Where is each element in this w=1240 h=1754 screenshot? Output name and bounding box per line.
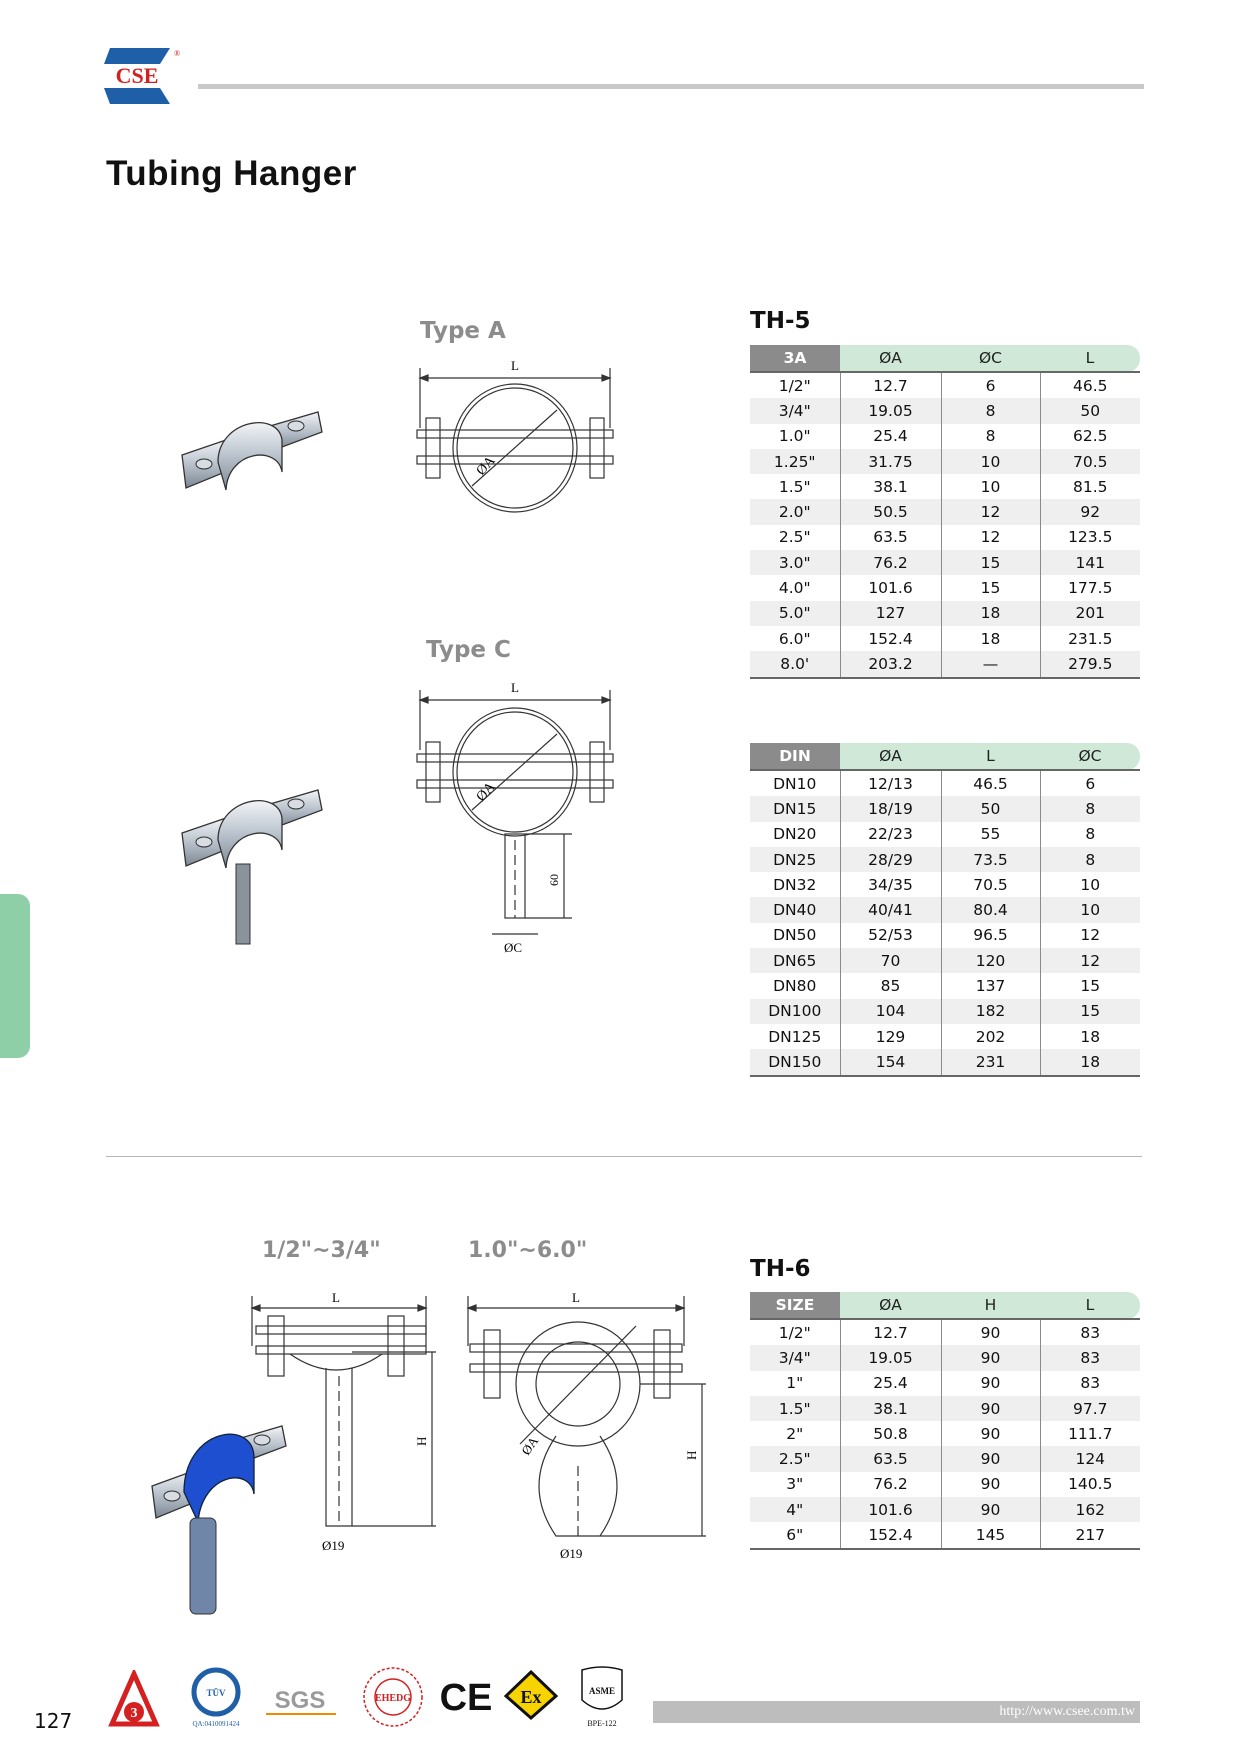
table-cell: 12 <box>1040 948 1140 973</box>
table-cell: 1.25" <box>750 449 840 474</box>
table-cell: 50 <box>1040 398 1140 423</box>
table-cell: 140.5 <box>1040 1472 1140 1497</box>
table-row <box>750 398 1140 423</box>
table-cell: 124 <box>1040 1446 1140 1471</box>
table-row <box>750 575 1140 600</box>
table-cell: 92 <box>1040 499 1140 524</box>
table-cell: 3.0" <box>750 550 840 575</box>
table-cell: 40/41 <box>840 897 941 922</box>
table-cell: 1.0" <box>778 427 811 446</box>
type-a-label: Type A <box>420 318 506 344</box>
table-cell: 111.7 <box>1040 1421 1140 1446</box>
table-cell: 8 <box>1040 796 1140 821</box>
col-header: ØA <box>840 345 941 372</box>
table-cell: 3" <box>786 1475 804 1494</box>
table-row <box>750 770 1140 796</box>
table-cell: DN20 <box>773 825 817 844</box>
th5-din-table <box>750 743 1140 1077</box>
table-cell: 2.5" <box>778 528 811 547</box>
table-cell: 90 <box>941 1345 1040 1370</box>
table-cell: 203.2 <box>840 651 941 677</box>
table-row <box>750 1396 1140 1421</box>
table-cell: 12/13 <box>840 770 941 796</box>
type-c-drawing <box>412 680 622 970</box>
website-url[interactable]: http://www.csee.com.tw <box>999 1704 1135 1719</box>
ce-mark-icon <box>440 1674 492 1718</box>
table-cell: 76.2 <box>840 1472 941 1497</box>
table-cell: 10 <box>941 449 1040 474</box>
cse-logo <box>104 48 184 110</box>
dim-a-label: ØA <box>518 1433 542 1458</box>
table-cell: 8 <box>1040 847 1140 872</box>
table-cell: 90 <box>941 1472 1040 1497</box>
table-cell: 141 <box>1040 550 1140 575</box>
table-cell: 97.7 <box>1040 1396 1140 1421</box>
type-c-label: Type C <box>426 637 511 663</box>
table-cell: 73.5 <box>941 847 1040 872</box>
table-cell: — <box>941 651 1040 677</box>
table-cell: 162 <box>1040 1497 1140 1522</box>
table-row <box>750 923 1140 948</box>
table-cell: 8 <box>941 424 1040 449</box>
table-cell: 1.5" <box>750 1396 840 1421</box>
table-cell: 83 <box>1040 1345 1140 1370</box>
table-cell: 12 <box>941 525 1040 550</box>
table-cell: 15 <box>941 575 1040 600</box>
qa-text: QA:0410091424 <box>192 1720 240 1728</box>
table-cell: 70.5 <box>1040 449 1140 474</box>
table-header-row <box>750 743 1140 770</box>
table-cell: 12 <box>1040 923 1140 948</box>
table-cell: 70 <box>840 948 941 973</box>
table-cell: 1.5" <box>778 477 811 496</box>
table-cell: 19.05 <box>840 398 941 423</box>
table-cell: 123.5 <box>1040 525 1140 550</box>
table-cell: 52/53 <box>840 923 941 948</box>
table-cell: 2.0" <box>750 499 840 524</box>
asme-bpe-icon <box>576 1664 628 1728</box>
bpe-text: BPE-122 <box>587 1719 617 1728</box>
table-cell: 90 <box>941 1446 1040 1471</box>
table-cell: 2.5" <box>750 1446 840 1471</box>
table-cell: 34/35 <box>840 872 941 897</box>
table-cell: 18/19 <box>840 796 941 821</box>
type-c-product-image <box>178 778 328 948</box>
svg-text:3: 3 <box>130 1706 138 1721</box>
table-cell: 182 <box>941 999 1040 1024</box>
table-cell: DN150 <box>750 1049 840 1075</box>
table-cell: 50 <box>941 796 1040 821</box>
dim-l-label: L <box>332 1290 340 1305</box>
table-cell: DN80 <box>773 977 817 996</box>
table-cell: 90 <box>941 1497 1040 1522</box>
col-header: 3A <box>750 345 840 372</box>
table-cell: 10 <box>1040 872 1140 897</box>
table-cell: 5.0" <box>750 601 840 626</box>
page-title: Tubing Hanger <box>106 154 357 193</box>
table-cell: DN15 <box>750 796 840 821</box>
sgs-text: SGS <box>274 1687 326 1714</box>
table-cell: 15 <box>1040 973 1140 998</box>
table-cell: 76.2 <box>840 550 941 575</box>
table-cell: 83 <box>1040 1319 1140 1345</box>
table-cell: 104 <box>840 999 941 1024</box>
table-cell: 1/2" <box>778 1323 811 1342</box>
dim-d19-label: Ø19 <box>322 1538 345 1553</box>
table-cell: DN100 <box>750 999 840 1024</box>
table-cell: 6" <box>786 1526 804 1545</box>
table-cell: 279.5 <box>1040 651 1140 677</box>
table-cell: 18 <box>1040 1024 1140 1049</box>
table-cell: 3/4" <box>750 398 840 423</box>
table-cell: 18 <box>1040 1049 1140 1075</box>
range-small-label: 1/2"~3/4" <box>262 1238 381 1263</box>
table-row <box>750 1522 1140 1548</box>
table-row <box>750 872 1140 897</box>
table-row <box>750 525 1140 550</box>
dim-a-label: ØA <box>473 453 499 479</box>
table-row <box>750 1446 1140 1471</box>
dim-c-label: ØC <box>504 940 523 955</box>
table-cell: 152.4 <box>840 1522 941 1548</box>
table-cell: 80.4 <box>941 897 1040 922</box>
table-cell: 96.5 <box>941 923 1040 948</box>
dim-d19-label: Ø19 <box>560 1546 583 1561</box>
table-row <box>750 372 1140 398</box>
table-cell: 101.6 <box>840 1497 941 1522</box>
type-a-drawing <box>412 358 622 518</box>
section-side-tab <box>0 894 30 1058</box>
ehedg-text: EHEDG <box>374 1693 412 1704</box>
table-cell: 12.7 <box>840 372 941 398</box>
table-cell: 83 <box>1040 1371 1140 1396</box>
table-row <box>750 474 1140 499</box>
table-cell: 38.1 <box>840 474 941 499</box>
table-row <box>750 1472 1140 1497</box>
col-header: ØC <box>1040 743 1140 770</box>
table-row <box>750 1497 1140 1522</box>
table-row <box>750 1319 1140 1345</box>
table-row <box>750 651 1140 677</box>
table-cell: 28/29 <box>840 847 941 872</box>
table-cell: 6.0" <box>778 629 811 648</box>
header-rule <box>198 84 1144 89</box>
table-cell: DN125 <box>768 1027 822 1046</box>
dim-h-label: H <box>414 1436 429 1446</box>
col-header: SIZE <box>750 1292 840 1319</box>
table-cell: 55 <box>941 822 1040 847</box>
table-cell: 8 <box>941 398 1040 423</box>
th6-large-drawing <box>462 1286 710 1564</box>
table-cell: 15 <box>941 550 1040 575</box>
col-header: L <box>1040 345 1140 372</box>
ex-text: Ex <box>520 1687 542 1707</box>
table-cell: 137 <box>941 973 1040 998</box>
table-row <box>750 822 1140 847</box>
table-cell: 129 <box>840 1024 941 1049</box>
table-row <box>750 424 1140 449</box>
table-header-row <box>750 1292 1140 1319</box>
table-cell: 25.4 <box>840 424 941 449</box>
table-row <box>750 1049 1140 1075</box>
table-cell: 90 <box>941 1421 1040 1446</box>
table-cell: 62.5 <box>1040 424 1140 449</box>
3a-certification-icon <box>108 1670 160 1728</box>
table-row <box>750 999 1140 1024</box>
section-divider <box>106 1156 1142 1157</box>
dim-l-label: L <box>511 358 519 373</box>
asme-text: ASME <box>588 1686 616 1696</box>
table-cell: 63.5 <box>840 525 941 550</box>
table-cell: 202 <box>941 1024 1040 1049</box>
table-cell: 85 <box>840 973 941 998</box>
ehedg-certification-icon <box>360 1664 426 1730</box>
dim-a-label: ØA <box>473 779 499 805</box>
table-cell: 12 <box>941 499 1040 524</box>
tuv-certification-icon <box>186 1666 248 1728</box>
table-cell: 3/4" <box>750 1345 840 1370</box>
table-row <box>750 847 1140 872</box>
table-row <box>750 1345 1140 1370</box>
table-cell: 31.75 <box>840 449 941 474</box>
dim-60-label: 60 <box>547 874 561 886</box>
table-cell: 6 <box>941 372 1040 398</box>
col-header: L <box>1040 1292 1140 1319</box>
table-row <box>750 796 1140 821</box>
table-cell: 10 <box>1040 897 1140 922</box>
table-cell: 19.05 <box>840 1345 941 1370</box>
table-cell: 90 <box>941 1371 1040 1396</box>
table-cell: 1" <box>786 1374 804 1393</box>
dim-h-label: H <box>684 1450 699 1460</box>
table-cell: 6 <box>1040 770 1140 796</box>
tuv-text: TÜV <box>206 1688 226 1698</box>
table-cell: 217 <box>1040 1522 1140 1548</box>
table-row <box>750 1024 1140 1049</box>
table-cell: 201 <box>1040 601 1140 626</box>
table-row <box>750 626 1140 651</box>
table-row <box>750 1421 1140 1446</box>
th6-size-table <box>750 1292 1140 1550</box>
table-cell: 2" <box>786 1424 804 1443</box>
sgs-certification-icon <box>266 1678 338 1720</box>
table-cell: 4" <box>750 1497 840 1522</box>
th5-code: TH-5 <box>750 308 811 334</box>
table-cell: 22/23 <box>840 822 941 847</box>
table-cell: 46.5 <box>941 770 1040 796</box>
table-cell: 152.4 <box>840 626 941 651</box>
th6-product-image <box>150 1418 290 1618</box>
logo-text: CSE <box>115 63 159 88</box>
table-row <box>750 601 1140 626</box>
table-cell: DN65 <box>750 948 840 973</box>
table-cell: 127 <box>840 601 941 626</box>
th6-code: TH-6 <box>750 1256 811 1282</box>
th5-3a-table <box>750 345 1140 679</box>
table-cell: 46.5 <box>1040 372 1140 398</box>
table-cell: 50.5 <box>840 499 941 524</box>
table-cell: 12.7 <box>840 1319 941 1345</box>
table-cell: 1/2" <box>778 376 811 395</box>
dim-l-label: L <box>511 680 519 695</box>
col-header: ØA <box>840 743 941 770</box>
table-cell: 90 <box>941 1319 1040 1345</box>
table-cell: 70.5 <box>941 872 1040 897</box>
table-cell: 81.5 <box>1040 474 1140 499</box>
table-cell: 10 <box>941 474 1040 499</box>
table-cell: 101.6 <box>840 575 941 600</box>
table-row <box>750 1371 1140 1396</box>
table-cell: 18 <box>941 626 1040 651</box>
table-cell: 4.0" <box>778 579 811 598</box>
table-row <box>750 499 1140 524</box>
table-row <box>750 973 1140 998</box>
table-cell: 90 <box>941 1396 1040 1421</box>
table-cell: 25.4 <box>840 1371 941 1396</box>
col-header: DIN <box>750 743 840 770</box>
table-cell: 120 <box>941 948 1040 973</box>
table-cell: 15 <box>1040 999 1140 1024</box>
table-cell: 8.0' <box>750 651 840 677</box>
table-cell: 50.8 <box>840 1421 941 1446</box>
table-row <box>750 449 1140 474</box>
table-cell: 8 <box>1040 822 1140 847</box>
table-row <box>750 948 1140 973</box>
table-cell: DN50 <box>773 926 817 945</box>
table-cell: DN25 <box>750 847 840 872</box>
table-cell: 177.5 <box>1040 575 1140 600</box>
table-cell: 154 <box>840 1049 941 1075</box>
table-cell: 145 <box>941 1522 1040 1548</box>
table-cell: DN32 <box>773 875 817 894</box>
table-cell: 231.5 <box>1040 626 1140 651</box>
table-cell: 38.1 <box>840 1396 941 1421</box>
type-a-product-image <box>178 400 328 510</box>
table-row <box>750 550 1140 575</box>
atex-ex-icon <box>504 1670 558 1720</box>
table-cell: 18 <box>941 601 1040 626</box>
col-header: ØA <box>840 1292 941 1319</box>
col-header: H <box>941 1292 1040 1319</box>
table-cell: 63.5 <box>840 1446 941 1471</box>
col-header: ØC <box>941 345 1040 372</box>
table-row <box>750 897 1140 922</box>
page-number: 127 <box>34 1709 73 1733</box>
table-header-row <box>750 345 1140 372</box>
range-large-label: 1.0"~6.0" <box>468 1238 588 1263</box>
table-cell: DN10 <box>773 774 817 793</box>
table-cell: DN40 <box>750 897 840 922</box>
dim-l-label: L <box>572 1290 580 1305</box>
col-header: L <box>941 743 1040 770</box>
svg-text:®: ® <box>174 49 181 58</box>
table-cell: 231 <box>941 1049 1040 1075</box>
ce-text: CE <box>440 1677 492 1718</box>
